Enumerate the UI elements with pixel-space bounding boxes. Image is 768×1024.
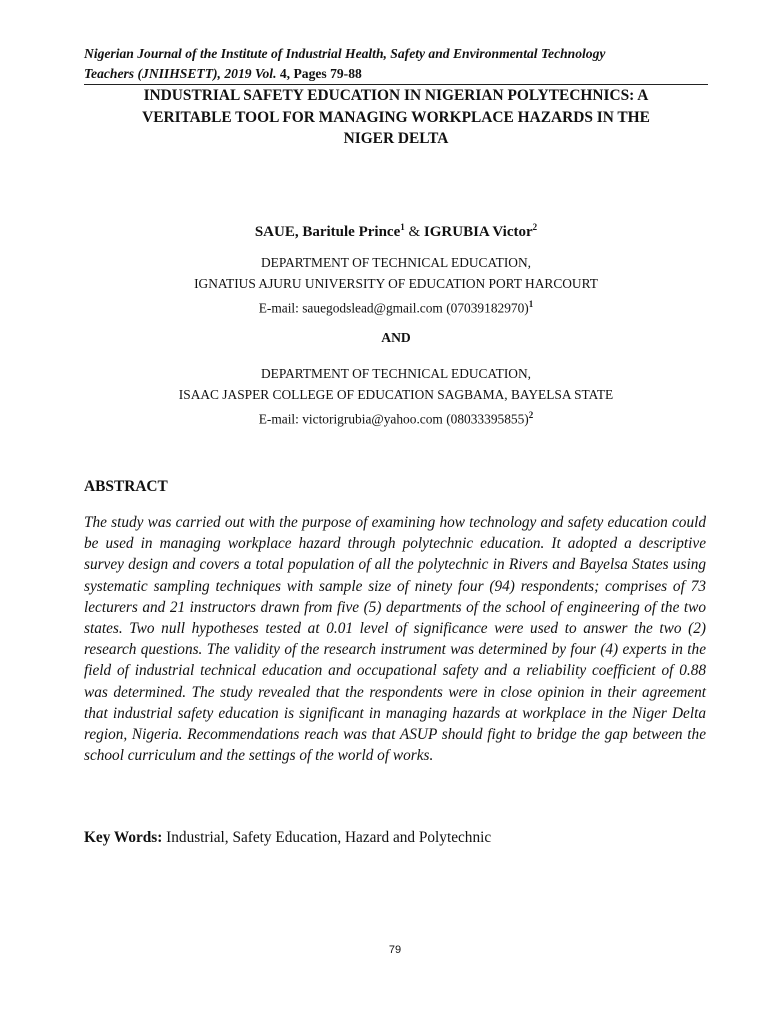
author-2-sup: 2 [532, 222, 538, 232]
affiliation-2-email: E-mail: victorigrubia@yahoo.com (08033395855) [258, 411, 529, 427]
journal-header-line2 [84, 64, 706, 84]
affiliation-2-sup: 2 [528, 410, 534, 420]
keywords [84, 829, 708, 847]
affiliation-2-department: DEPARTMENT OF TECHNICAL EDUCATION, [261, 366, 531, 381]
affiliation-1 [84, 253, 708, 319]
abstract-text: The study was carried out with the purpose of examining how technology and safety education could be used in managing workplace hazard through polytechnic education. It adopted a descriptive survey design and covers a total population of all the polytechnic in Rivers and Bayelsa States using systematic sampling techniques with sample size of ninety four (94) respondents; comprises of 73 lecturers and 21 instructors drawn from five (5) departments of the school of engineering of the two states. Two null hypotheses tested at 0.01 level of significance were used to answer the two (2) research questions. The validity of the research instrument was determined by four (4) experts in the field of industrial technical education and occupational safety and a reliability coefficient of 0.88 was determined. The study revealed that the respondents were in close opinion in their agreement that industrial safety education is significant in managing hazards at workplace in the Niger Delta region, Nigeria. Recommendations reach was that ASUP should fight to bridge the gap between the school curriculum and the settings of the world of works. [84, 514, 706, 765]
affiliation-1-email: E-mail: sauegodslead@gmail.com (07039182970) [258, 300, 529, 316]
affiliation-2-institution: ISAAC JASPER COLLEGE OF EDUCATION SAGBAMA, BAYELSA STATE [178, 386, 614, 402]
journal-pages: 4, Pages 79-88 [279, 66, 362, 81]
author-1-sup: 1 [400, 222, 405, 232]
title-line-3: NIGER DELTA [343, 130, 449, 147]
author-1-name: SAUE, Baritule Prince [254, 224, 401, 240]
keywords-label: Key Words: [84, 829, 163, 846]
page-number: 79 [388, 944, 402, 956]
author-list [84, 222, 708, 241]
affiliation-2 [84, 364, 708, 430]
title-line-1: INDUSTRIAL SAFETY EDUCATION IN NIGERIAN POLYTECHNICS: A [143, 87, 649, 104]
affiliation-2-contact [84, 405, 708, 430]
affiliation-separator: AND [381, 330, 411, 345]
journal-header [84, 44, 706, 84]
title-line-2: VERITABLE TOOL FOR MANAGING WORKPLACE HAZARDS IN THE [142, 108, 650, 126]
keywords-text: Industrial, Safety Education, Hazard and Polytechnic [166, 829, 492, 846]
affiliation-1-contact [84, 294, 708, 319]
affiliation-1-department: DEPARTMENT OF TECHNICAL EDUCATION, [261, 255, 531, 270]
affiliation-1-sup: 1 [528, 299, 534, 309]
journal-volume-label: Teachers (JNIIHSETT), 2019 Vol. [84, 66, 277, 81]
abstract-heading: ABSTRACT [84, 478, 168, 495]
author-2-name: IGRUBIA Victor [423, 224, 533, 240]
author-separator: & [408, 224, 421, 240]
affiliation-1-institution: IGNATIUS AJURU UNIVERSITY OF EDUCATION PORT HARCOURT [194, 275, 598, 291]
journal-header-line1: Nigerian Journal of the Institute of Industrial Health, Safety and Environmental Technology [84, 46, 606, 61]
paper-title [84, 85, 708, 150]
